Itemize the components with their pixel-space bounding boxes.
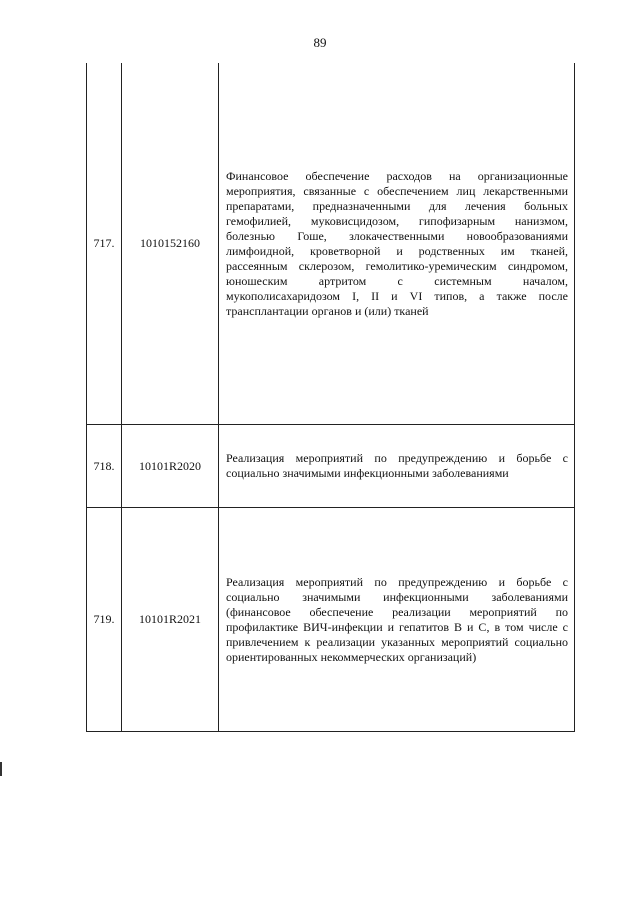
row-number: 717. <box>87 63 122 425</box>
table-row <box>87 63 575 425</box>
row-description: Реализация мероприятий по предупреждению и борьбе с социально значимыми инфекционными заболеваниями <box>219 425 575 508</box>
row-code: 10101R2020 <box>122 425 219 508</box>
row-code: 1010152160 <box>122 63 219 425</box>
row-number: 718. <box>87 425 122 508</box>
table-row <box>87 425 575 508</box>
budget-classification-table <box>86 63 575 732</box>
row-description: Реализация мероприятий по предупреждению и борьбе с социально значимыми инфекционными заболеваниями (финансовое обеспечение реализации мероприятий по профилактике ВИЧ-инфекции и гепатитов B и C, в том числе с привлечением к реализации указанных мероприятий социально ориентированных некоммерческих организаций) <box>219 508 575 732</box>
scan-margin-mark <box>0 762 2 776</box>
row-description: Финансовое обеспечение расходов на организационные мероприятия, связанные с обеспечением лиц лекарственными препаратами, предназначенными для лечения больных гемофилией, муковисцидозом, гипофизарным нанизмом, болезнью Гоше, злокачественными новообразованиями лимфоидной, кроветворной и родственных им тканей, рассеянным склерозом, гемолитико-уремическим синдромом, юношеским артритом с системным началом, мукополисахаридозом I, II и VI типов, а также после трансплантации органов и (или) тканей <box>219 63 575 425</box>
table-row <box>87 508 575 732</box>
page-number: 89 <box>313 35 327 50</box>
row-number: 719. <box>87 508 122 732</box>
row-code: 10101R2021 <box>122 508 219 732</box>
